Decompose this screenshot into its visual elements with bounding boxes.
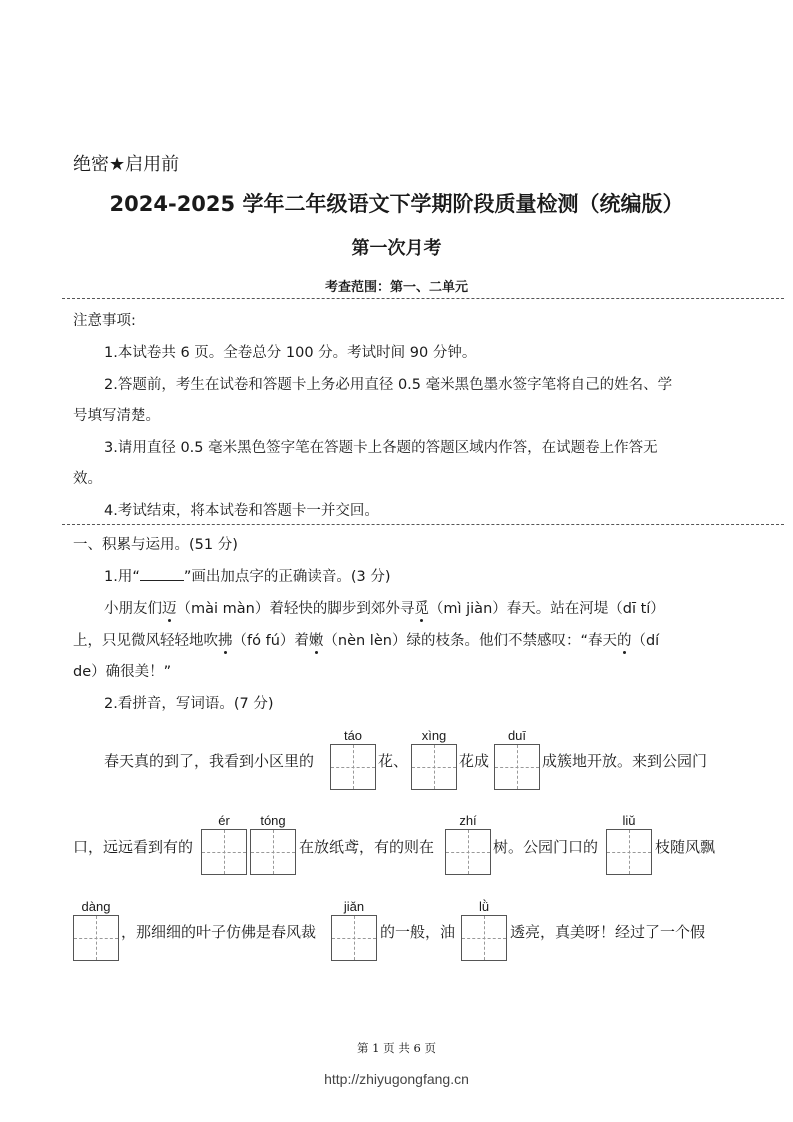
divider-bottom — [62, 524, 784, 525]
row2-text-3: 树。公园门口的 — [493, 838, 599, 856]
row1-text-1: 春天真的到了，我看到小区里的 — [104, 752, 315, 770]
answer-box-tao[interactable] — [330, 744, 376, 790]
pinyin-lv: lǜ — [478, 899, 490, 914]
notice-item-3a: 3.请用直径 0.5 毫米黑色签字笔在答题卡上各题的答题区域内作答，在试题卷上作答无 — [104, 440, 658, 456]
row1-text-3: 花成 — [459, 752, 490, 770]
answer-box-lv[interactable] — [461, 915, 507, 961]
row2-text-1: 口，远远看到有的 — [73, 838, 194, 856]
divider-top — [62, 298, 784, 299]
row2-text-4: 枝随风飘 — [655, 838, 716, 856]
notice-item-3b: 效。 — [73, 471, 102, 487]
exam-scope: 考查范围：第一、二单元 — [324, 280, 468, 295]
exam-subtitle: 第一次月考 — [351, 238, 442, 259]
row3-text-2: 的一般，油 — [380, 923, 456, 941]
question-1-prompt — [104, 565, 391, 586]
passage-text: 小朋友们 — [104, 601, 162, 617]
row1-text-4: 成簇地开放。来到公园门 — [542, 752, 708, 770]
underline-sample — [140, 568, 184, 581]
pinyin-dang: dàng — [81, 899, 111, 914]
pinyin-jian: jiǎn — [343, 899, 365, 914]
row1-text-2: 花、 — [378, 752, 409, 770]
source-url: http://zhiyugongfang.cn — [324, 1071, 469, 1087]
q1-passage-line-3: de）确很美！” — [73, 664, 172, 680]
passage-text: （nèn lèn）绿的枝条。他们不禁感叹：“春天 — [323, 633, 617, 649]
pinyin-liu: liǔ — [622, 813, 636, 828]
dotted-char: 拂 — [218, 633, 233, 649]
dotted-char: 迈 — [162, 601, 177, 617]
q1-passage-line-2 — [73, 629, 659, 650]
notice-item-2b: 号填写清楚。 — [73, 408, 160, 424]
answer-box-xing[interactable] — [411, 744, 457, 790]
answer-box-jian[interactable] — [331, 915, 377, 961]
section-1-heading: 一、积累与运用。(51 分) — [73, 537, 238, 553]
page-number: 第 1 页 共 6 页 — [357, 1041, 436, 1055]
notice-heading: 注意事项: — [73, 313, 136, 329]
confidential-label: 绝密★启用前 — [73, 154, 180, 175]
answer-box-zhi[interactable] — [445, 829, 491, 875]
pinyin-xing: xìng — [421, 728, 447, 743]
notice-item-4: 4.考试结束，将本试卷和答题卡一并交回。 — [104, 503, 379, 519]
pinyin-zhi: zhí — [459, 813, 477, 828]
passage-text: （mài màn）着轻快的脚步到郊外寻 — [176, 601, 415, 617]
dotted-char: 觅 — [414, 601, 429, 617]
answer-box-tong[interactable] — [250, 829, 296, 875]
answer-box-liu[interactable] — [606, 829, 652, 875]
passage-text: 上，只见微风轻轻地吹 — [73, 633, 218, 649]
row3-text-1: ，那细细的叶子仿佛是春风裁 — [121, 923, 317, 941]
pinyin-dui: duī — [507, 728, 527, 743]
exam-title: 2024-2025 学年二年级语文下学期阶段质量检测（统编版） — [109, 192, 684, 216]
pinyin-er: ér — [218, 813, 230, 828]
passage-text: （dí — [631, 633, 660, 649]
row3-text-3: 透亮，真美呀！经过了一个假 — [510, 923, 706, 941]
passage-text: （mì jiàn）春天。站在河堤（dī tí） — [428, 601, 665, 617]
dotted-char: 嫩 — [308, 633, 324, 649]
pinyin-tong: tóng — [260, 813, 286, 828]
q1-prompt-post: ”画出加点字的正确读音。(3 分) — [183, 569, 391, 585]
row2-text-2: 在放纸鸢，有的则在 — [299, 838, 435, 856]
q1-prompt-pre: 1.用“ — [104, 569, 140, 585]
pinyin-tao: táo — [343, 728, 363, 743]
dotted-char: 的 — [616, 633, 632, 649]
answer-box-dui[interactable] — [494, 744, 540, 790]
question-2-prompt: 2.看拼音，写词语。(7 分) — [104, 696, 274, 712]
q1-passage-line-1 — [104, 597, 665, 618]
notice-item-1: 1.本试卷共 6 页。全卷总分 100 分。考试时间 90 分钟。 — [104, 345, 477, 361]
answer-box-dang[interactable] — [73, 915, 119, 961]
answer-box-er[interactable] — [201, 829, 247, 875]
notice-item-2a: 2.答题前，考生在试卷和答题卡上务必用直径 0.5 毫米黑色墨水签字笔将自己的姓名、学 — [104, 377, 673, 393]
passage-text: （fó fú）着 — [232, 633, 309, 649]
